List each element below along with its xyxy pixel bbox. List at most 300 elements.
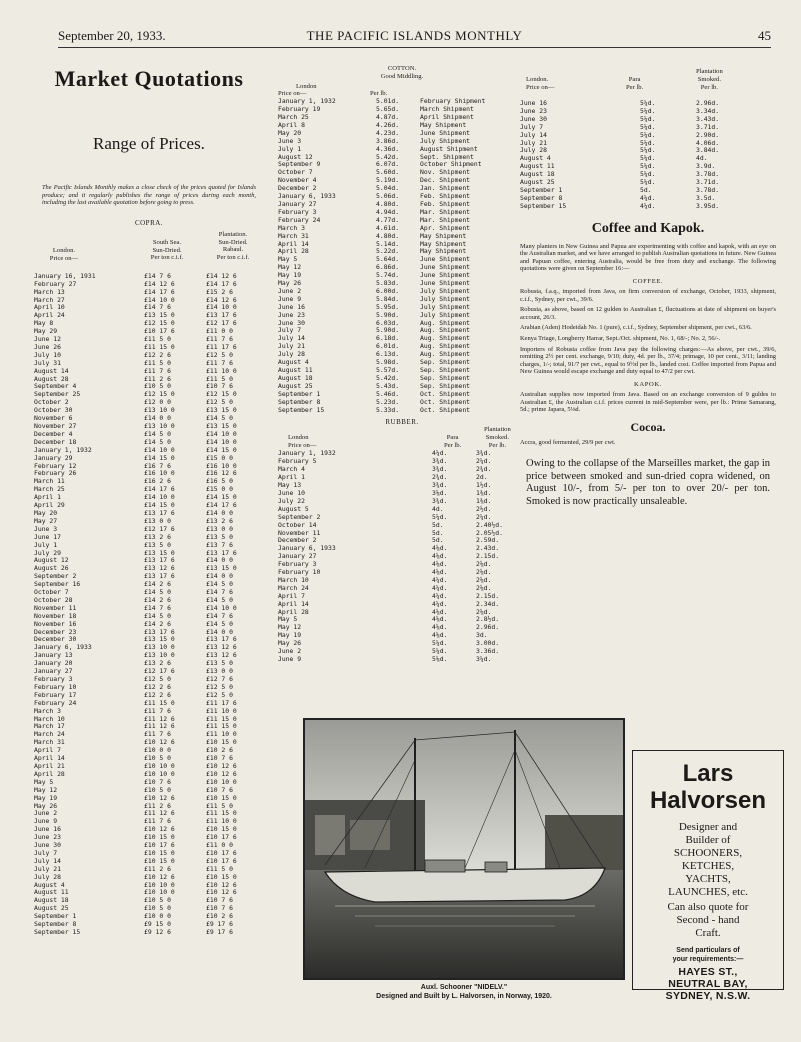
cotton-cell: 5.74d. <box>376 271 400 280</box>
copra-cell: £10 10 0 <box>144 769 175 778</box>
copra-cell: £14 17 6 <box>206 279 237 288</box>
copra-cell: March 25 <box>34 485 65 494</box>
copra-cell: June 17 <box>34 532 61 541</box>
copra-cell: £15 2 6 <box>206 287 233 296</box>
rubber-cell: 3⅛d. <box>432 488 448 497</box>
rubber-cell: November 11 <box>278 528 321 537</box>
rubber2-cell: 2.90d. <box>696 130 720 139</box>
publication-title: THE PACIFIC ISLANDS MONTHLY <box>306 28 523 43</box>
photo-caption-vessel: Auxl. Schooner "NIDELV." <box>420 984 508 991</box>
cotton-cell: June 3 <box>278 136 302 145</box>
copra-cell: September 2 <box>34 572 77 581</box>
copra-cell: £11 7 6 <box>144 366 171 375</box>
cotton-cell: 5.43d. <box>376 381 400 390</box>
copra-cell: £10 0 0 <box>144 912 171 921</box>
copra-cell: £14 10 0 <box>206 437 237 446</box>
copra-cell: August 14 <box>34 366 69 375</box>
rubber-cell: 1⅜d. <box>476 488 492 497</box>
copra-cell: £14 0 0 <box>206 508 233 517</box>
cotton-row <box>278 359 526 367</box>
copra-cell: April 24 <box>34 311 65 320</box>
cotton-row <box>278 288 526 296</box>
copra-cell: £10 15 0 <box>206 793 237 802</box>
cotton-cell: June 2 <box>278 286 302 295</box>
copra-cell: £14 2 6 <box>144 595 171 604</box>
copra-cell: £13 5 0 <box>206 532 233 541</box>
copra-cell: December 23 <box>34 627 77 636</box>
copra-cell: September 4 <box>34 382 77 391</box>
rubber2-cell: 3.43d. <box>696 114 720 123</box>
copra-cell: £10 10 0 <box>144 880 175 889</box>
rubber2-cell: July 21 <box>520 138 547 147</box>
cotton-cell: 5.33d. <box>376 405 400 414</box>
coffee-p4: Kenya Triage, Longberry Harrar, Sept./Oct. shipment, No. 1, 68/-; No. 2, 56/-. <box>520 335 721 343</box>
copra-cell: October 30 <box>34 406 73 415</box>
copra-cell: £11 15 0 <box>206 722 237 731</box>
copra-cell: £10 5 0 <box>144 896 171 905</box>
copra-cell: £12 5 0 <box>206 682 233 691</box>
coffee-p2: Robusta, as above, based on 12 gulden to Australian £, fluctuations at date of shipment on buyer's account, 26/3. <box>520 306 776 321</box>
cotton-cell: 3.86d. <box>376 136 400 145</box>
rubber-cell: 1½d. <box>476 481 492 490</box>
copra-cell: July 1 <box>34 540 58 549</box>
copra-cell: July 31 <box>34 358 61 367</box>
copra-cell: £11 17 6 <box>206 342 237 351</box>
cotton-row <box>278 343 526 351</box>
cotton-cell: 5.23d. <box>376 397 400 406</box>
copra-cell: March 27 <box>34 295 65 304</box>
cotton-cell: 4.23d. <box>376 128 400 137</box>
copra-cell: £14 5 0 <box>206 580 233 589</box>
cotton-cell: 5.83d. <box>376 279 400 288</box>
rubber-cell: 4⅛d. <box>432 560 448 569</box>
rubber2-cell: July 14 <box>520 130 547 139</box>
cotton-cell: Feb. Shipment <box>420 199 471 208</box>
copra-cell: January 16, 1931 <box>34 271 96 280</box>
rubber2-cell: September 15 <box>520 201 567 210</box>
ad-name-first: Lars <box>682 760 734 787</box>
copra-cell: £11 10 0 <box>206 706 237 715</box>
copra-cell: £14 17 6 <box>206 501 237 510</box>
rubber-title: RUBBER. <box>385 418 419 427</box>
copra-cell: £9 15 0 <box>144 920 171 929</box>
copra-cell: £11 10 0 <box>206 730 237 739</box>
rubber-cell: 2⅛d. <box>476 560 492 569</box>
ad-address-3: SYDNEY, N.S.W. <box>665 990 751 1002</box>
cotton-cell: June 16 <box>278 302 305 311</box>
cotton-cell: May 26 <box>278 279 302 288</box>
cotton-cell: June 23 <box>278 310 305 319</box>
copra-cell: £11 5 0 <box>144 335 171 344</box>
copra-header <box>34 230 264 273</box>
cotton-cell: October 7 <box>278 168 313 177</box>
cotton-cell: May Shipment <box>420 120 467 129</box>
rubber-cell: May 13 <box>278 481 302 490</box>
cotton-cell: 5.14d. <box>376 239 400 248</box>
rubber-row <box>278 624 526 632</box>
copra-cell: £11 7 6 <box>206 358 233 367</box>
cotton-cell: 4.87d. <box>376 113 400 121</box>
cotton-cell: Aug. Shipment <box>420 350 471 359</box>
copra-cell: December 4 <box>34 429 73 438</box>
cotton-cell: 4.61d. <box>376 223 400 232</box>
copra-cell: July 28 <box>34 872 61 881</box>
copra-cell: £13 15 0 <box>206 422 237 430</box>
cotton-cell: March 25 <box>278 113 309 121</box>
copra-cell: £11 7 6 <box>144 730 171 739</box>
ad-line-10: Send particulars of <box>676 947 740 954</box>
copra-cell: November 16 <box>34 619 77 628</box>
rubber-cell: 3.00d. <box>476 639 500 648</box>
copra-cell: £13 5 0 <box>206 659 233 668</box>
cotton-cell: Sep. Shipment <box>420 366 471 374</box>
copra-cell: £14 5 0 <box>206 619 233 628</box>
cotton-cell: Sep. Shipment <box>420 381 471 390</box>
cotton-row <box>278 106 526 114</box>
rubber2-cell: 5¼d. <box>640 122 656 131</box>
copra-cell: £10 7 6 <box>206 785 233 794</box>
copra-cell: July 14 <box>34 856 61 865</box>
copra-title: COPRA. <box>134 218 164 227</box>
photo-caption <box>303 983 625 1001</box>
copra-cell: £10 7 6 <box>206 382 233 391</box>
rubber-cell: 2⅛d. <box>476 575 492 584</box>
cotton-cell: 6.00d. <box>376 286 400 295</box>
market-quotations-title: Market Quotations <box>54 66 244 91</box>
rubber2-header-mid: Para Per lb. <box>626 76 644 91</box>
copra-cell: April 10 <box>34 303 65 312</box>
cotton-row <box>278 225 526 233</box>
cotton-cell: Mar. Shipment <box>420 215 471 224</box>
rubber-cell: October 14 <box>278 520 317 529</box>
rubber2-cell: 4¼d. <box>640 193 656 202</box>
cotton-cell: August 18 <box>278 373 313 382</box>
cotton-cell: Sep. Shipment <box>420 358 471 367</box>
rubber-cell: January 6, 1933 <box>278 544 336 553</box>
copra-cell: £10 12 6 <box>206 888 237 897</box>
cotton-cell: September 8 <box>278 397 321 406</box>
cotton-header-left: Price on— <box>278 90 307 98</box>
copra-cell: £14 7 6 <box>144 271 171 280</box>
copra-cell: January 13 <box>34 651 73 660</box>
ad-line-2: Builder of <box>685 834 731 846</box>
rubber2-cell: 3.78d. <box>696 185 720 194</box>
copra-cell: £13 15 0 <box>144 311 175 320</box>
cotton-cell: April 14 <box>278 239 309 248</box>
copra-cell: £11 15 0 <box>206 809 237 818</box>
cotton-cell: Sept. Shipment <box>420 152 474 161</box>
market-quotations-column <box>34 58 264 937</box>
rubber-cell: March 4 <box>278 465 305 474</box>
copra-row <box>34 929 264 937</box>
rubber-cell: 4⅛d. <box>432 631 448 640</box>
copra-cell: £11 7 6 <box>206 335 233 344</box>
rubber-cell: 3d. <box>476 631 488 640</box>
rubber2-cell: July 7 <box>520 122 544 131</box>
rubber-table <box>278 450 526 663</box>
rubber-cell: 2.05½d. <box>476 528 503 537</box>
copra-cell: £10 15 0 <box>144 833 175 842</box>
copra-cell: £13 2 6 <box>206 516 233 525</box>
rubber-cell: 2.8½d. <box>476 615 500 624</box>
page-header <box>58 28 771 46</box>
copra-cell: December 30 <box>34 635 77 644</box>
coffee-kapok-title: Coffee and Kapok. <box>591 220 705 236</box>
rubber-header-right: Plantation Smoked. Per lb. <box>484 426 511 450</box>
cotton-cell: July 28 <box>278 350 305 359</box>
copra-cell: £14 10 0 <box>206 603 237 612</box>
copra-cell: February 10 <box>34 682 77 691</box>
cotton-cell: September 1 <box>278 389 321 398</box>
cotton-cell: 6.01d. <box>376 342 400 351</box>
cotton-cell: 5.95d. <box>376 302 400 311</box>
rubber2-cell: September 8 <box>520 193 563 202</box>
cotton-header-place: London <box>296 82 317 90</box>
copra-cell: £11 12 6 <box>144 722 175 731</box>
copra-cell: £11 0 0 <box>206 327 233 336</box>
cotton-cell: August Shipment <box>420 144 478 153</box>
copra-cell: £14 15 0 <box>206 493 237 502</box>
cotton-cell: February Shipment <box>420 97 486 106</box>
copra-cell: £14 5 0 <box>144 429 171 438</box>
copra-cell: January 6, 1933 <box>34 643 92 652</box>
copra-cell: £12 2 6 <box>144 682 171 691</box>
rubber-cell: December 2 <box>278 536 317 545</box>
coffee-p5: Importers of Robusta coffee from Java pay the following charges:—As above, per cwt., 39/6, remitting 2½ per cent. exchange, 9/10; duty, 4d. per lb., 37/4; primage, 10 per cent., 3/11; landing charges, 1/-; total, 91/7 per cwt., equal to 9½d per lb., landed cost. Coffee imported from Papua and New Guinea would escape exchange and duty equal to 47/2 per cwt. <box>520 345 776 376</box>
cotton-cell: 4.36d. <box>376 144 400 153</box>
rubber-cell: 1⅜d. <box>476 496 492 505</box>
cocoa-title: Cocoa. <box>630 419 666 434</box>
copra-cell: August 12 <box>34 556 69 565</box>
rubber2-cell: 5¼d. <box>640 146 656 155</box>
rubber-cell: 4¼d. <box>432 583 448 592</box>
copra-cell: £14 5 0 <box>206 414 233 423</box>
copra-cell: £11 5 0 <box>206 864 233 873</box>
rubber2-cell: 5d. <box>640 185 652 194</box>
ad-line-5: YACHTS, <box>685 873 731 885</box>
cotton-cell: August 11 <box>278 366 313 374</box>
cotton-row <box>278 312 526 320</box>
rubber-cell: January 1, 1932 <box>278 449 336 458</box>
rubber-cell: 4¼d. <box>432 599 448 608</box>
cotton-cell: April 28 <box>278 247 309 256</box>
cotton-cell: March Shipment <box>420 105 474 114</box>
rubber-cell: 4⅛d. <box>432 544 448 553</box>
copra-cell: £13 17 6 <box>144 572 175 581</box>
rubber-header-left: London Price on— <box>288 434 317 450</box>
cotton-cell: Aug. Shipment <box>420 318 471 327</box>
cotton-row <box>278 122 526 130</box>
copra-cell: £10 15 0 <box>206 872 237 881</box>
copra-cell: £14 10 0 <box>144 295 175 304</box>
copra-cell: February 24 <box>34 698 77 707</box>
range-of-prices-subtitle: Range of Prices. <box>93 134 205 153</box>
rubber-cell: March 24 <box>278 583 309 592</box>
copra-cell: £14 5 0 <box>144 437 171 446</box>
ad-address-1: HAYES ST., <box>678 966 738 978</box>
copra-cell: £13 15 0 <box>206 564 237 573</box>
copra-cell: November 18 <box>34 611 77 620</box>
cotton-cell: 5.42d. <box>376 152 400 161</box>
copra-cell: £10 15 0 <box>144 856 175 865</box>
coffee-subtitle: COFFEE. <box>632 278 664 286</box>
cotton-cell: July 7 <box>278 326 302 335</box>
rubber-cell: 3¾d. <box>432 465 448 474</box>
ad-line-3: SCHOONERS, <box>673 847 743 859</box>
ad-line-4: KETCHES, <box>681 860 735 872</box>
copra-cell: May 5 <box>34 777 54 786</box>
rubber2-cell: July 28 <box>520 146 547 155</box>
cotton-cell: June 9 <box>278 294 302 303</box>
copra-cell: £10 15 0 <box>206 738 237 747</box>
cotton-cell: Jan. Shipment <box>420 184 471 193</box>
rubber2-cell: June 30 <box>520 114 547 123</box>
copra-cell: £10 17 6 <box>144 841 175 850</box>
copra-cell: £10 15 0 <box>144 848 175 857</box>
ad-name-last: Halvorsen <box>649 787 767 814</box>
cotton-cell: 5.01d. <box>376 97 400 106</box>
copra-cell: £13 17 6 <box>144 627 175 636</box>
ad-line-1: Designer and <box>678 821 738 833</box>
copra-cell: £10 5 0 <box>144 904 171 913</box>
rubber2-cell: June 16 <box>520 99 547 107</box>
coffee-intro: Many planters in New Guinea and Papua are experimenting with coffee and kapok, with an eye on the Australian market, and we have arranged to publish Australian quotations in future. New Guinea and Papuan coffee, entering Australia, would be free from duty and exchange. The following quotations were given on September 16:— <box>520 242 776 273</box>
copra-cell: £12 17 6 <box>144 524 175 533</box>
copra-cell: November 27 <box>34 422 77 430</box>
copra-cell: £10 12 6 <box>144 793 175 802</box>
copra-cell: £11 7 6 <box>144 817 171 826</box>
copra-header-mid: South Sea. Sun-Dried. Per ton c.i.f. <box>150 238 184 262</box>
cotton-cell: 5.06d. <box>376 192 400 201</box>
cotton-row <box>278 272 526 280</box>
cotton-row <box>278 114 526 122</box>
copra-cell: February 12 <box>34 461 77 470</box>
copra-cell: £10 12 6 <box>206 880 237 889</box>
copra-cell: £13 17 6 <box>144 556 175 565</box>
copra-cell: August 11 <box>34 888 69 897</box>
photo-caption-builder: Designed and Built by L. Halvorsen, in Norway, 1920. <box>376 993 552 1000</box>
cotton-row <box>278 241 526 249</box>
copra-cell: February 17 <box>34 690 77 699</box>
copra-cell: £10 10 0 <box>144 761 175 770</box>
cotton-cell: June Shipment <box>420 128 471 137</box>
rubber-cell: 2¼d. <box>476 457 492 466</box>
rubber-cell: 4¼d. <box>432 449 448 458</box>
cotton-cell: Nov. Shipment <box>420 168 471 177</box>
cotton-cell: June Shipment <box>420 255 471 264</box>
copra-cell: November 6 <box>34 414 73 423</box>
copra-cell: July 10 <box>34 350 61 359</box>
copra-cell: £14 7 6 <box>206 588 233 597</box>
rubber-cell: January 27 <box>278 552 317 561</box>
rubber2-cell: 3.95d. <box>696 201 720 210</box>
rubber2-header-left: London. Price on— <box>526 76 555 91</box>
rubber-cell: 4¼d. <box>432 575 448 584</box>
copra-cell: £13 0 0 <box>206 524 233 533</box>
cotton-row <box>278 256 526 264</box>
copra-cell: £12 17 6 <box>206 319 237 328</box>
copra-cell: October 2 <box>34 398 69 407</box>
copra-cell: £11 0 0 <box>206 841 233 850</box>
copra-cell: £13 10 0 <box>144 651 175 660</box>
cotton-cell: May 20 <box>278 128 302 137</box>
cotton-cell: December 2 <box>278 184 317 193</box>
rubber-cell: 2⅛d. <box>476 568 492 577</box>
copra-cell: £10 17 6 <box>206 856 237 865</box>
rubber-cell: 3¼d. <box>476 655 492 663</box>
ad-line-6: LAUNCHES, etc. <box>668 886 748 898</box>
copra-cell: £12 5 0 <box>144 675 171 683</box>
cotton-cell: Aug. Shipment <box>420 342 471 351</box>
copra-cell: £10 10 0 <box>144 888 175 897</box>
copra-cell: September 1 <box>34 912 77 921</box>
copra-cell: £12 15 0 <box>144 319 175 328</box>
header-rule <box>58 47 771 48</box>
copra-cell: June 30 <box>34 841 61 850</box>
copra-cell: £13 10 0 <box>144 643 175 652</box>
rubber-cell: March 10 <box>278 575 309 584</box>
page-number: 45 <box>758 28 771 43</box>
copra-cell: January 20 <box>34 659 73 668</box>
copra-cell: £13 7 6 <box>206 540 233 549</box>
copra-cell: March 13 <box>34 287 65 296</box>
rubber-cell: 5d. <box>432 536 444 545</box>
copra-cell: £16 12 6 <box>206 469 237 478</box>
copra-cell: June 16 <box>34 825 61 834</box>
copra-cell: £16 7 6 <box>144 461 171 470</box>
copra-cell: £10 0 0 <box>144 746 171 755</box>
copra-cell: £14 5 0 <box>206 595 233 604</box>
rubber-cell: 4⅛d. <box>432 552 448 561</box>
rubber-cell: June 2 <box>278 647 302 656</box>
copra-cell: September 8 <box>34 920 77 929</box>
cotton-row <box>278 146 526 154</box>
cotton-cell: 6.13d. <box>376 350 400 359</box>
rubber-cell: September 2 <box>278 512 321 521</box>
copra-cell: £14 12 6 <box>206 295 237 304</box>
copra-cell: February 3 <box>34 675 73 683</box>
copra-cell: £12 2 6 <box>144 350 171 359</box>
cotton-cell: 5.64d. <box>376 255 400 264</box>
copra-header-right: Plantation. Sun-Dried. Rabaul. Per ton c.i.f. <box>216 230 250 262</box>
copra-cell: £16 10 0 <box>206 461 237 470</box>
cotton-cell: August 4 <box>278 358 309 367</box>
rubber-cell: 5¼d. <box>432 647 448 656</box>
coffee-p1: Robusta, f.a.q., imported from Java, on firm conversion of exchange, October, 1933, shipment, c.i.f., Sydney, per cwt., 39/6. <box>520 288 776 303</box>
copra-cell: September 16 <box>34 580 81 589</box>
rubber2-cell: 5¼d. <box>640 162 656 171</box>
copra-cell: £14 0 0 <box>144 414 171 423</box>
cotton-row <box>278 367 526 375</box>
cotton-cell: April Shipment <box>420 113 474 121</box>
cotton-row <box>278 296 526 304</box>
cotton-cell: June Shipment <box>420 263 471 272</box>
rubber2-cell: August 18 <box>520 170 555 179</box>
copra-cell: £14 10 0 <box>144 493 175 502</box>
copra-cell: £10 10 0 <box>206 777 237 786</box>
rubber-cell: February 3 <box>278 560 317 569</box>
cotton-row <box>278 130 526 138</box>
cotton-row <box>278 327 526 335</box>
cotton-cell: July 14 <box>278 334 305 343</box>
copra-cell: August 28 <box>34 374 69 383</box>
rubber-cell: 2½d. <box>476 504 492 513</box>
cotton-cell: 6.18d. <box>376 334 400 343</box>
rubber2-header-right: Plantation Smoked. Per lb. <box>696 68 723 91</box>
copra-cell: £14 17 6 <box>144 287 175 296</box>
copra-cell: March 11 <box>34 477 65 486</box>
cotton-cell: January 1, 1932 <box>278 97 336 106</box>
